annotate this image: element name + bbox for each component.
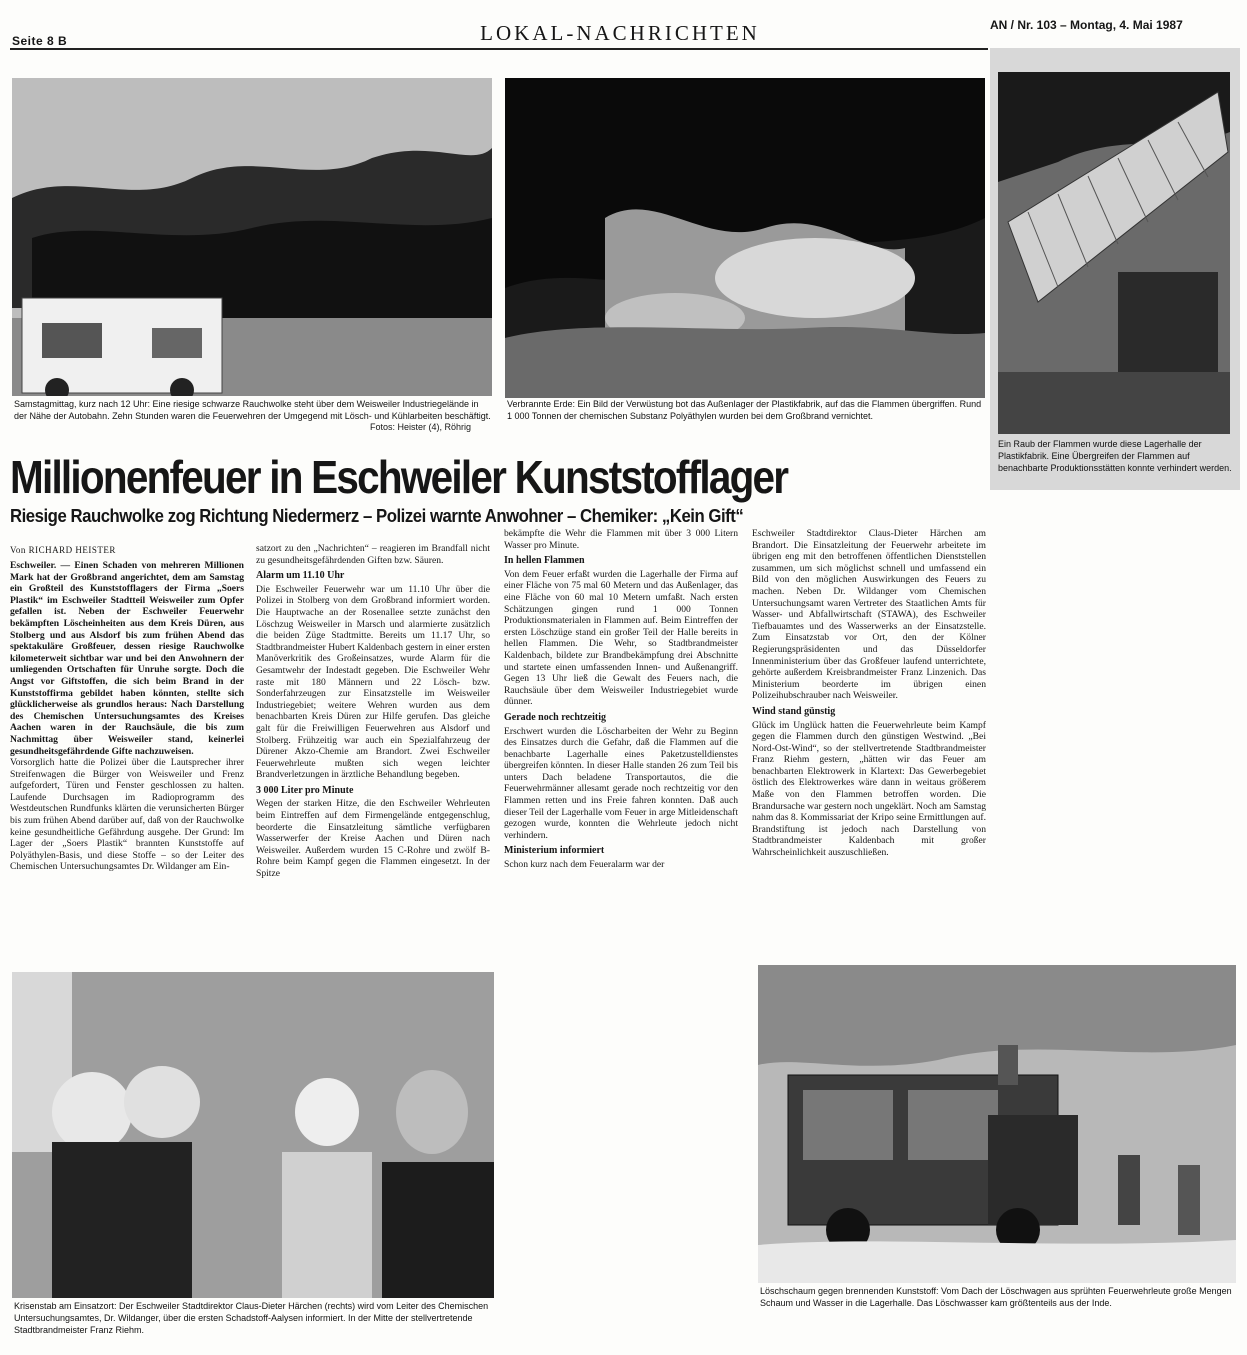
photo-burned-area bbox=[505, 78, 985, 398]
issue-date: AN / Nr. 103 – Montag, 4. Mai 1987 bbox=[990, 18, 1183, 32]
article-paragraph: Glück im Unglück hatten die Feuerwehrleute beim Kampf gegen die Flammen durch den günstigen Westwind. „Bei Nord-Ost-Wind“, so der stellvertretende Stadtbrandmeister Franz Riehm gestern, „hätten wir das Feuer am benachbarten Elektrowerk in Klartext: Das Gewerbegebiet östlich des Elektrowerkes wäre dann in weitaus größerem Maße von den Flammen betroffen worden. Die Brandursache war gestern noch ungeklärt. Noch am Samstag nahm das 8. Kommissariat der Kripo seine Ermittlungen auf. Brandstiftung ist jedoch nach Darstellung von Stadtbrandmeister Kaldenbach mit großer Wahrscheinlichkeit auszuschließen. bbox=[752, 719, 986, 859]
article-paragraph: Erschwert wurden die Löscharbeiten der Wehr zu Beginn des Einsatzes durch die Gefahr, daß die Flammen auf die benachbarte Lagerhalle eines Paketzustelldienstes übergreifen könnten. In dieser Halle standen 26 zum Teil bis unters Dach beladene Transportautos, die die Feuerwehrmänner allesamt gerade noch rechtzeitig vor den Flammen retten und ins Freie fahren konnten. Daß auch dieser Teil der Lagerhalle vom Feuer in arge Mitleidenschaft gezogen wurde, konnten die Wehrleute jedoch nicht verhindern. bbox=[504, 725, 738, 841]
photo-smoke-cloud bbox=[12, 78, 492, 396]
caption-top-middle: Verbrannte Erde: Ein Bild der Verwüstung bot das Außenlager der Plastikfabrik, auf das die Flammen übergriffen. Rund 1 000 Tonnen der chemischen Substanz Polyäthylen wurden bei dem Großbrand vernichtet. bbox=[507, 399, 982, 421]
article-column-2 bbox=[256, 543, 490, 953]
page-number: Seite 8 B bbox=[12, 34, 68, 48]
subheading-ministry: Ministerium informiert bbox=[504, 845, 605, 857]
photo-warehouse-roof bbox=[998, 72, 1230, 434]
article-column-4 bbox=[752, 528, 986, 953]
header-rule bbox=[10, 48, 988, 50]
article-paragraph: Eschweiler Stadtdirektor Claus-Dieter Härchen am Brandort. Die Einsatzleitung der Feuerwehr arbeitete im übrigen eng mit den betroffenen öffentlichen Dienststellen zusammen, um sich möglichst schnell und umfassend ein Bild von den möglichen Auswirkungen des Feuers zu machen. Neben Dr. Wildanger vom Chemischen Untersuchungsamt waren Vertreter des Staatlichen Amts für Wasser- und Abfallwirtschaft (STAWA), des Eschweiler Tiefbauamtes und des Wasserwerks an der Einsatzstelle. Zum Einsatzstab vor Ort, den der Kölner Regierungspräsidenten und das Düsseldorfer Innenministerium über das Großfeuer laufend unterrichtete, gehörte außerdem Kreisbrandmeister Franz Linzenich. Das Ministerium beorderte im übrigen einen Polizeihubschrauber nach Weisweiler. bbox=[752, 528, 986, 702]
caption-bottom-right: Löschschaum gegen brennenden Kunststoff: Vom Dach der Löschwagen aus sprühten Feuerwehrleute große Mengen Schaum und Wasser in die Lagerhalle. Das Löschwasser kam größtenteils aus der Inde. bbox=[760, 1286, 1232, 1308]
subheading-liter: 3 000 Liter pro Minute bbox=[256, 784, 354, 796]
article-paragraph: bekämpfte die Wehr die Flammen mit über 3 000 Litern Wasser pro Minute. bbox=[504, 528, 738, 551]
article-paragraph: Die Eschweiler Feuerwehr war um 11.10 Uhr über die Polizei in Stolberg von dem Großbrand informiert worden. Die Hauptwache an der Rosenallee setzte zunächst den Löschzug Weisweiler in Marsch und alarmierte zusätzlich die beiden Züge Stadtmitte. Bereits um 11.17 Uhr, so Stadtbrandmeister Hubert Kaldenbach gestern in einer ersten Manöverkritik des Großeinsatzes, wurde Alarm für die Gesamtwehr der Indestadt gegeben. Die Eschweiler Wehr raste mit 180 Männern und 22 Lösch- bzw. Sonderfahrzeugen zur Einsatzstelle im Weisweiler Industriegebiet; weitere Wehren wurden aus dem benachbarten Kreis Düren zur Hilfe gerufen. Das gleiche galt für die Freiwilligen Feuerwehren aus Alsdorf und Stolberg. Frühzeitig war auch ein Spezialfahrzeug der Dürener Akzo-Chemie am Brandort. Zwei Eschweiler Feuerwehrleute mußten sich wegen leichter Brandverletzungen in ärztliche Behandlung begeben. bbox=[256, 583, 490, 781]
photo-credit: Fotos: Heister (4), Röhrig bbox=[370, 422, 472, 432]
article-column-1 bbox=[10, 560, 244, 953]
article-lead: Eschweiler. — Einen Schaden von mehreren Millionen Mark hat der Großbrand angerichtet, dem am Samstag ein Großteil des Kunststofflagers der Firma „Soers Plastik“ im Eschweiler Stadtteil Weisweiler zum Opfer gefallen ist. Neben der Eschweiler Feuerwehr bekämpften Löscheinheiten aus dem Kreis Düren, aus Stolberg und aus Alsdorf bis zum frühen Abend das spektakuläre Großfeuer, dessen riesige Rauchwolke kilometerweit sichtbar war und bei den Anwohnern der umliegenden Ortschaften für Unruhe sorgte. Doch die Angst vor Giftstoffen, die sich beim Brand in der Kunststoffirma gebildet haben könnten, stellte sich glücklicherweise als grundlos heraus: Nach Darstellung des Chemischen Untersuchungsamtes des Kreises Aachen waren in der Rauchsäule, die bis zum Nachmittag über Weisweiler stand, keinerlei gesundheitsgefährdende Gifte nachzuweisen. bbox=[10, 560, 244, 757]
subheadline: Riesige Rauchwolke zog Richtung Niedermerz – Polizei warnte Anwohner – Chemiker: „Kein Gift“ bbox=[10, 506, 744, 526]
article-paragraph: satzort zu den „Nachrichten“ – reagieren im Brandfall nicht zu gesundheitsgefährdenden Giften bzw. Säuren. bbox=[256, 543, 490, 566]
section-title: LOKAL-NACHRICHTEN bbox=[480, 21, 760, 45]
byline: Von RICHARD HEISTER bbox=[10, 545, 116, 555]
subheading-wind: Wind stand günstig bbox=[752, 705, 836, 717]
article-paragraph: Vorsorglich hatte die Polizei über die Lautsprecher ihrer Streifenwagen die Bürger von Weisweiler und Frenz aufgefordert, Türen und Fenster geschlossen zu halten. Laufende Durchsagen im Radioprogramm des Westdeutschen Rundfunks klärten die verunsicherten Bürger bis zum frühen Abend darüber auf, daß von der Rauchwolke keine gesundheitliche Gefährdung ausgehe. Der Grund: Im Lager der „Soers Plastik“ brannten Kunststoffe auf Polyäthylen-Basis, und diese Stoffe – so der Leiter des Chemischen Untersuchungsamtes Dr. Wildanger am Ein- bbox=[10, 757, 244, 873]
headline: Millionenfeuer in Eschweiler Kunststofflager bbox=[10, 451, 788, 503]
caption-top-left: Samstagmittag, kurz nach 12 Uhr: Eine riesige schwarze Rauchwolke steht über dem Weisweiler Industriegelände in der Nähe der Autobahn. Zehn Stunden waren die Feuerwehren der Umgegend mit Lösch- und Kühlarbeiten beschäftigt. bbox=[14, 399, 491, 421]
caption-bottom-left: Krisenstab am Einsatzort: Der Eschweiler Stadtdirektor Claus-Dieter Härchen (rechts) wird vom Leiter des Chemischen Untersuchungsamtes, Dr. Wildanger, über die ersten Schadstoff-Aalysen informiert. In der Mitte der stellvertretende Stadtbrandmeister Franz Riehm. bbox=[14, 1301, 489, 1335]
subheading-flames: In hellen Flammen bbox=[504, 555, 585, 567]
article-paragraph: Von dem Feuer erfaßt wurden die Lagerhalle der Firma auf einer Fläche von 75 mal 60 Metern und das Außenlager, das eine Fläche von 60 mal 10 Metern umfaßt. Nach ersten Schätzungen gingen rund 1 000 Tonnen Produktionsmaterialen in Flammen auf. Beim Eintreffen der ersten Löschzüge stand ein großer Teil der Halle bereits in hellen Flammen. Die Wehr, so Stadtbrandmeister Kaldenbach, bildete zur Brandbekämpfung drei Abschnitte und startete einen umfassenden Innen- und Außenangriff. Gegen 13 Uhr ließ die Gewalt des Feuers nach, die Rauchsäule über dem Weisweiler Industriegebiet wurde dünner. bbox=[504, 568, 738, 708]
subheading-alarm: Alarm um 11.10 Uhr bbox=[256, 570, 345, 582]
caption-top-right: Ein Raub der Flammen wurde diese Lagerhalle der Plastikfabrik. Eine Übergreifen der Flammen auf benachbarte Produktionsstätten konnte verhindert werden. bbox=[998, 439, 1232, 473]
article-paragraph: Wegen der starken Hitze, die den Eschweiler Wehrleuten beim Eintreffen auf dem Firmengelände entgegenschlug, beorderte die Einsatzleitung sämtliche verfügbaren Wasserwerfer der Kreise Aachen und Düren nach Weisweiler. Außerdem wurden 15 C-Rohre und zwölf B-Rohre beim Kampf gegen die Flammen eingesetzt. In der Spitze bbox=[256, 798, 490, 880]
photo-crisis-staff bbox=[12, 972, 494, 1298]
photo-fire-truck bbox=[758, 965, 1236, 1283]
article-paragraph: Schon kurz nach dem Feueralarm war der bbox=[504, 859, 665, 871]
article-column-3 bbox=[504, 528, 738, 953]
subheading-in-time: Gerade noch rechtzeitig bbox=[504, 711, 607, 723]
